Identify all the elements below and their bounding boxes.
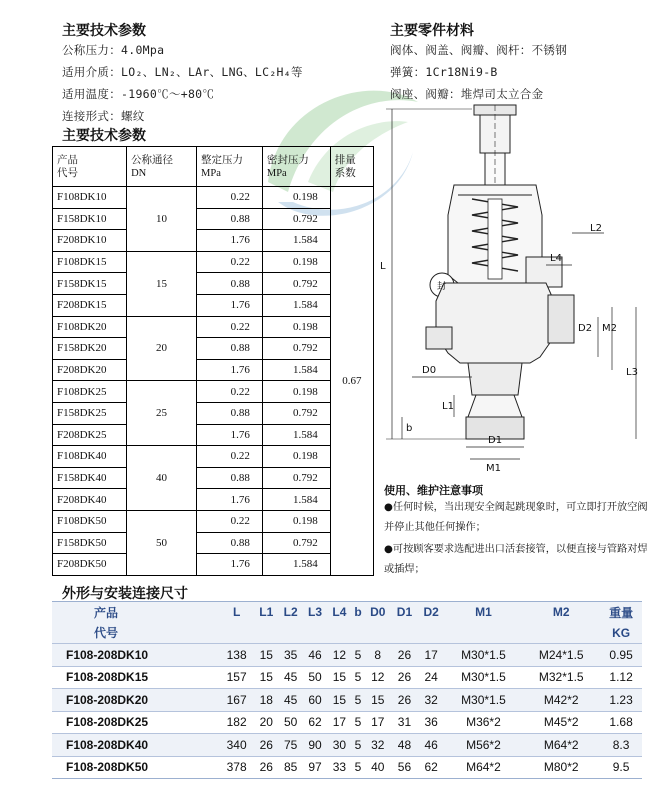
cell-set-pressure: 0.22: [197, 187, 263, 209]
table-row: [52, 644, 642, 667]
cell-value: 0.95: [600, 644, 642, 667]
params-row: [53, 230, 374, 252]
cell-value: 32: [418, 689, 445, 712]
cell-model: F108-208DK10: [52, 644, 219, 667]
specs-title: 主要技术参数: [62, 23, 146, 39]
notes-title: 使用、维护注意事项: [384, 484, 483, 497]
cell-value: 18: [254, 689, 278, 712]
cell-value: 15: [254, 644, 278, 667]
cell-value: 1.68: [600, 711, 642, 734]
cell-model: F158DK20: [53, 338, 127, 360]
cell-value: 46: [418, 734, 445, 757]
cell-value: M45*2: [522, 711, 600, 734]
cell-seal-pressure: 0.198: [262, 446, 330, 468]
params-table-title: 主要技术参数: [62, 128, 146, 144]
cell-model: F208DK15: [53, 294, 127, 316]
dim-L1: L1: [442, 401, 454, 412]
cell-dn: 20: [127, 316, 197, 381]
params-row: [53, 338, 374, 360]
dim-header-cell: [327, 623, 351, 644]
cell-model: F108-208DK25: [52, 711, 219, 734]
cell-dn: 25: [127, 381, 197, 446]
cell-seal-pressure: 0.792: [262, 208, 330, 230]
cell-value: 138: [219, 644, 254, 667]
cell-value: 50: [278, 711, 302, 734]
cell-value: 15: [327, 689, 351, 712]
cell-model: F158DK10: [53, 208, 127, 230]
cell-value: 5: [352, 711, 365, 734]
spec-medium: 适用介质：LO₂、LN₂、LAr、LNG、LC₂H₄等: [62, 65, 303, 79]
cell-set-pressure: 1.76: [197, 230, 263, 252]
params-row: [53, 446, 374, 468]
dim-M2: M2: [602, 323, 617, 334]
cell-seal-pressure: 0.198: [262, 316, 330, 338]
cell-value: M30*1.5: [445, 666, 523, 689]
cell-set-pressure: 0.88: [197, 208, 263, 230]
dim-D0: D0: [422, 365, 437, 376]
cell-value: M56*2: [445, 734, 523, 757]
materials-title: 主要零件材料: [390, 23, 474, 39]
dim-L2: L2: [590, 223, 602, 234]
cell-seal-pressure: 1.584: [262, 359, 330, 381]
params-row: [53, 532, 374, 554]
cell-model: F208DK10: [53, 230, 127, 252]
dim-L3: L3: [626, 367, 638, 378]
cell-set-pressure: 0.88: [197, 273, 263, 295]
cell-set-pressure: 1.76: [197, 554, 263, 576]
params-row: [53, 510, 374, 532]
params-row: [53, 251, 374, 273]
dim-header-cell: D2: [418, 602, 445, 623]
cell-set-pressure: 0.22: [197, 446, 263, 468]
cell-seal-pressure: 1.584: [262, 424, 330, 446]
cell-value: 60: [303, 689, 327, 712]
material-body: 阀体、阀盖、阀瓣、阀杆：不锈钢: [390, 43, 567, 57]
cell-set-pressure: 0.22: [197, 316, 263, 338]
spec-pressure: 公称压力：4.0Mpa: [62, 43, 165, 57]
cell-set-pressure: 0.22: [197, 251, 263, 273]
table-row: [52, 666, 642, 689]
dim-header-cell: D1: [391, 602, 418, 623]
cell-value: 1.23: [600, 689, 642, 712]
seal-mark: 封: [437, 282, 447, 292]
cell-value: 182: [219, 711, 254, 734]
cell-value: M80*2: [522, 756, 600, 779]
cell-model: F108DK25: [53, 381, 127, 403]
table-row: [52, 711, 642, 734]
params-row: [53, 489, 374, 511]
cell-seal-pressure: 0.792: [262, 467, 330, 489]
cell-value: M36*2: [445, 711, 523, 734]
cell-value: 5: [352, 644, 365, 667]
header-discharge: 排量 系数: [330, 147, 373, 187]
dim-header-row-2: [52, 623, 642, 644]
cell-value: 12: [327, 644, 351, 667]
spec-temperature: 适用温度：-1960℃～+80℃: [62, 87, 215, 101]
cell-discharge-coefficient: 0.67: [330, 187, 373, 576]
dim-header-cell: 产品: [52, 602, 219, 623]
dim-header-cell: M1: [445, 602, 523, 623]
cell-value: 45: [278, 689, 302, 712]
cell-value: 40: [364, 756, 391, 779]
params-row: [53, 467, 374, 489]
cell-value: 17: [327, 711, 351, 734]
cell-value: 85: [278, 756, 302, 779]
params-table: [52, 146, 374, 576]
cell-model: F208DK20: [53, 359, 127, 381]
cell-seal-pressure: 0.198: [262, 510, 330, 532]
dim-header-cell: 重量: [600, 602, 642, 623]
table-row: [52, 689, 642, 712]
valve-dimension-drawing: [372, 95, 658, 480]
note-2: ●可按顾客要求选配进出口活套接管，以便直接与管路对焊或插焊；: [384, 544, 648, 575]
cell-value: M30*1.5: [445, 689, 523, 712]
material-seat: 阀座、阀瓣：堆焊司太立合金: [390, 87, 544, 101]
cell-seal-pressure: 0.198: [262, 251, 330, 273]
params-row: [53, 294, 374, 316]
params-row: [53, 424, 374, 446]
cell-model: F158DK15: [53, 273, 127, 295]
cell-model: F108-208DK50: [52, 756, 219, 779]
cell-set-pressure: 0.88: [197, 467, 263, 489]
cell-value: 62: [303, 711, 327, 734]
cell-value: 24: [418, 666, 445, 689]
cell-value: 8.3: [600, 734, 642, 757]
cell-set-pressure: 0.22: [197, 381, 263, 403]
cell-value: 8: [364, 644, 391, 667]
dim-header-cell: [303, 623, 327, 644]
dim-header-cell: L3: [303, 602, 327, 623]
cell-model: F158DK25: [53, 402, 127, 424]
params-row: [53, 273, 374, 295]
cell-model: F158DK50: [53, 532, 127, 554]
cell-value: M32*1.5: [522, 666, 600, 689]
cell-seal-pressure: 0.792: [262, 402, 330, 424]
dim-L: L: [380, 261, 386, 272]
dimensions-table: [52, 601, 642, 779]
dimensions-title: 外形与安装连接尺寸: [62, 586, 188, 602]
cell-value: 17: [418, 644, 445, 667]
cell-value: 17: [364, 711, 391, 734]
cell-model: F208DK25: [53, 424, 127, 446]
dim-D1: D1: [488, 435, 503, 446]
dim-header-cell: L2: [278, 602, 302, 623]
dim-header-cell: [391, 623, 418, 644]
cell-seal-pressure: 1.584: [262, 230, 330, 252]
dim-header-cell: KG: [600, 623, 642, 644]
dim-header-cell: [219, 623, 254, 644]
cell-model: F208DK50: [53, 554, 127, 576]
spec-connection: 连接形式：螺纹: [62, 109, 145, 123]
params-row: [53, 316, 374, 338]
dim-header-cell: b: [352, 602, 365, 623]
cell-value: 15: [254, 666, 278, 689]
dim-header-cell: [254, 623, 278, 644]
dim-L4: L4: [550, 253, 562, 264]
cell-set-pressure: 0.22: [197, 510, 263, 532]
dim-header-cell: D0: [364, 602, 391, 623]
note-1: ●任何时候，当出现安全阀起跳现象时，可立即打开放空阀并停止其他任何操作；: [384, 502, 648, 533]
cell-dn: 40: [127, 446, 197, 511]
header-product: 产品 代号: [53, 147, 127, 187]
cell-model: F108DK40: [53, 446, 127, 468]
cell-value: M24*1.5: [522, 644, 600, 667]
cell-dn: 50: [127, 510, 197, 575]
cell-seal-pressure: 0.792: [262, 338, 330, 360]
cell-value: 5: [352, 689, 365, 712]
cell-seal-pressure: 0.792: [262, 532, 330, 554]
dim-header-cell: 代号: [52, 623, 219, 644]
cell-value: 157: [219, 666, 254, 689]
cell-model: F108DK15: [53, 251, 127, 273]
params-row: [53, 208, 374, 230]
cell-value: 26: [254, 734, 278, 757]
header-set-pressure: 整定压力 MPa: [197, 147, 263, 187]
cell-set-pressure: 1.76: [197, 424, 263, 446]
cell-value: 97: [303, 756, 327, 779]
cell-value: 5: [352, 734, 365, 757]
cell-seal-pressure: 1.584: [262, 554, 330, 576]
cell-value: 167: [219, 689, 254, 712]
dim-header-cell: [278, 623, 302, 644]
cell-value: 30: [327, 734, 351, 757]
cell-value: 26: [391, 644, 418, 667]
material-spring: 弹簧：1Cr18Ni9-B: [390, 65, 498, 79]
cell-set-pressure: 0.88: [197, 338, 263, 360]
dim-header-cell: [352, 623, 365, 644]
params-row: [53, 381, 374, 403]
dim-header-cell: M2: [522, 602, 600, 623]
cell-value: 36: [418, 711, 445, 734]
params-row: [53, 187, 374, 209]
dim-header-cell: [418, 623, 445, 644]
cell-model: F208DK40: [53, 489, 127, 511]
cell-value: 5: [352, 756, 365, 779]
cell-seal-pressure: 0.792: [262, 273, 330, 295]
cell-seal-pressure: 0.198: [262, 381, 330, 403]
cell-value: M30*1.5: [445, 644, 523, 667]
table-row: [52, 734, 642, 757]
header-seal-pressure: 密封压力 MPa: [262, 147, 330, 187]
cell-seal-pressure: 0.198: [262, 187, 330, 209]
cell-dn: 15: [127, 251, 197, 316]
cell-model: F158DK40: [53, 467, 127, 489]
cell-value: 378: [219, 756, 254, 779]
cell-value: 340: [219, 734, 254, 757]
cell-value: 20: [254, 711, 278, 734]
cell-set-pressure: 1.76: [197, 489, 263, 511]
cell-value: 5: [352, 666, 365, 689]
dim-M1: M1: [486, 463, 501, 474]
dim-D2: D2: [578, 323, 593, 334]
table-row: [52, 756, 642, 779]
cell-model: F108-208DK40: [52, 734, 219, 757]
dim-header-cell: L: [219, 602, 254, 623]
cell-value: 1.12: [600, 666, 642, 689]
cell-value: 26: [391, 666, 418, 689]
cell-value: 62: [418, 756, 445, 779]
dim-header-row: [52, 602, 642, 623]
cell-value: 33: [327, 756, 351, 779]
cell-value: 9.5: [600, 756, 642, 779]
cell-value: 26: [391, 689, 418, 712]
cell-value: 32: [364, 734, 391, 757]
cell-value: M64*2: [522, 734, 600, 757]
dim-header-cell: [364, 623, 391, 644]
cell-value: 35: [278, 644, 302, 667]
dim-header-cell: L4: [327, 602, 351, 623]
dim-header-cell: [522, 623, 600, 644]
cell-value: 56: [391, 756, 418, 779]
cell-value: 45: [278, 666, 302, 689]
cell-model: F108-208DK15: [52, 666, 219, 689]
dim-header-cell: [445, 623, 523, 644]
cell-set-pressure: 1.76: [197, 359, 263, 381]
cell-value: 15: [364, 689, 391, 712]
cell-model: F108-208DK20: [52, 689, 219, 712]
cell-value: 90: [303, 734, 327, 757]
cell-model: F108DK20: [53, 316, 127, 338]
cell-value: 75: [278, 734, 302, 757]
cell-set-pressure: 0.88: [197, 532, 263, 554]
cell-value: 46: [303, 644, 327, 667]
cell-value: 26: [254, 756, 278, 779]
cell-model: F108DK10: [53, 187, 127, 209]
cell-value: 15: [327, 666, 351, 689]
cell-set-pressure: 1.76: [197, 294, 263, 316]
cell-seal-pressure: 1.584: [262, 489, 330, 511]
cell-set-pressure: 0.88: [197, 402, 263, 424]
params-row: [53, 359, 374, 381]
params-row: [53, 554, 374, 576]
cell-dn: 10: [127, 187, 197, 252]
dim-header-cell: L1: [254, 602, 278, 623]
cell-seal-pressure: 1.584: [262, 294, 330, 316]
dim-b: b: [406, 423, 413, 434]
cell-value: M42*2: [522, 689, 600, 712]
cell-value: M64*2: [445, 756, 523, 779]
cell-value: 50: [303, 666, 327, 689]
cell-value: 12: [364, 666, 391, 689]
cell-value: 31: [391, 711, 418, 734]
params-row: [53, 402, 374, 424]
header-dn: 公称通径 DN: [127, 147, 197, 187]
cell-value: 48: [391, 734, 418, 757]
cell-model: F108DK50: [53, 510, 127, 532]
